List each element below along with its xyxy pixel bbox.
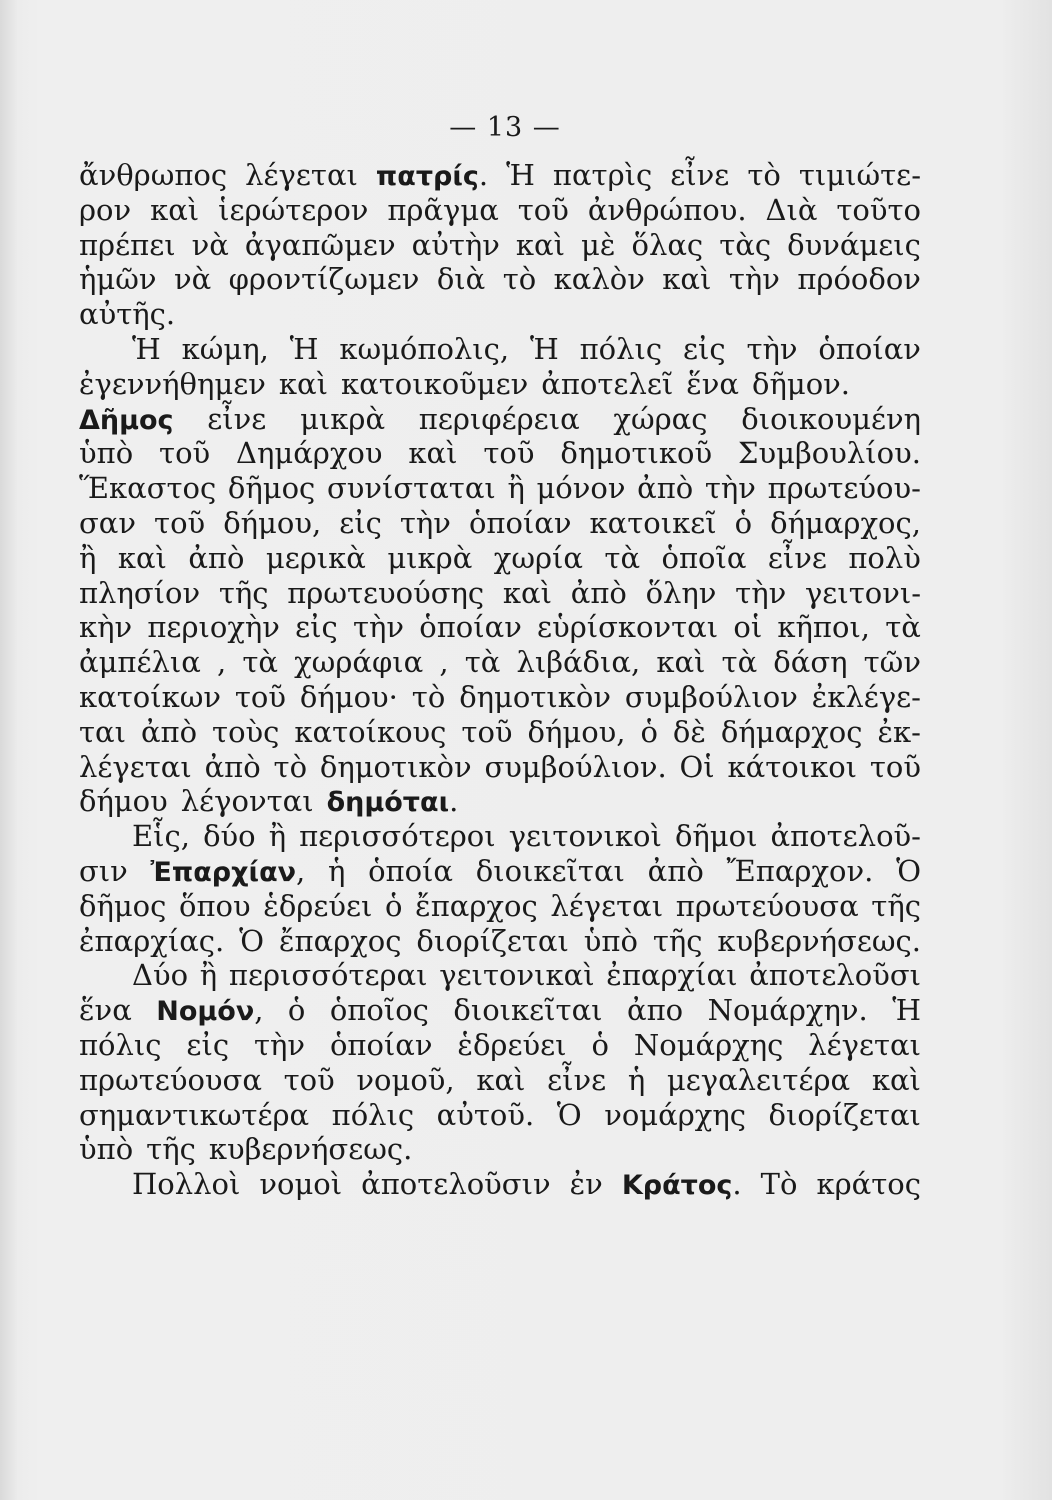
text-line <box>79 1167 921 1202</box>
word: ἐκ- <box>877 714 921 749</box>
word: εἶνε <box>670 158 730 192</box>
word: δῆμον. <box>752 366 851 401</box>
word: ἢ <box>507 471 525 506</box>
word: καὶ <box>408 436 458 471</box>
word: καλὸν <box>553 262 645 297</box>
word: δυνάμεις <box>787 227 921 262</box>
word: συμβούλιον. <box>484 749 667 784</box>
word: τῆς <box>871 888 921 923</box>
word: τὸ <box>502 262 537 297</box>
word: μικρὰ <box>300 401 386 436</box>
word: ἀπο <box>627 993 684 1028</box>
text-line <box>79 854 921 889</box>
word: ἢ <box>199 958 218 993</box>
word: ἀποτελοῦσιν <box>361 1167 551 1202</box>
word: ται <box>79 714 126 749</box>
word: λέγονται <box>180 784 314 819</box>
word: Ἡ <box>529 331 559 366</box>
word: ὁ <box>640 714 658 749</box>
word: Ὁ <box>239 923 265 958</box>
word: μικρὰ <box>387 540 473 575</box>
word: λέγεται <box>808 1027 921 1062</box>
text-line <box>79 471 921 506</box>
word: κάτοικοι <box>727 749 858 784</box>
word: μεγαλειτέρα <box>666 1062 851 1097</box>
word: κατοίκους <box>294 714 447 749</box>
body-text <box>79 158 921 1202</box>
word: τοῦ <box>234 679 287 714</box>
word: διοικεῖται <box>475 853 625 888</box>
word: πόλις <box>79 1027 162 1062</box>
word: καὶ <box>871 1062 921 1097</box>
word: χωράφια <box>294 645 424 680</box>
word: ἀπὸ <box>647 853 704 888</box>
word: Ὁ <box>556 1097 582 1132</box>
word: εἰς <box>339 505 382 540</box>
word: ρον <box>79 192 132 227</box>
word: νομοῦ, <box>356 1062 455 1097</box>
word: καὶ <box>656 645 706 680</box>
word: γειτονικαὶ <box>439 958 595 993</box>
word: λέγεται <box>550 888 664 923</box>
word: νομοὶ <box>259 1167 343 1202</box>
word: ἐγεννήθημεν <box>79 366 266 401</box>
word: καὶ <box>502 575 553 610</box>
word: πρωτεύουσα <box>79 1062 262 1097</box>
word: ἔπαρχος <box>415 888 538 923</box>
word: τὴν <box>253 1027 306 1062</box>
word: νομάρχης <box>604 1097 746 1132</box>
word: τὴν <box>746 331 798 366</box>
word: ἀποτελοῦσι <box>749 958 921 993</box>
word: Νομόν, <box>156 993 264 1028</box>
text-line <box>79 228 921 263</box>
word: γειτονι- <box>804 575 921 610</box>
text-line <box>79 436 921 471</box>
word: Ὁ <box>896 853 921 888</box>
word: κυβερνήσεως. <box>208 1132 413 1167</box>
word: Δημάρχου <box>236 436 383 471</box>
word: δήμου, <box>223 505 322 540</box>
word: ἐν <box>569 1167 603 1202</box>
word: ὅλην <box>645 575 717 610</box>
word: τοῦτο <box>836 192 921 227</box>
word: Ἡ <box>506 158 535 192</box>
word: ἀπὸ <box>204 749 261 784</box>
text-line <box>79 1063 921 1098</box>
word: κώμη, <box>181 331 269 366</box>
word: τὰ <box>721 645 758 680</box>
word: Ἔπαρχον. <box>726 853 874 888</box>
word: διορίζεται <box>768 1097 921 1132</box>
word: ἱερώτερον <box>218 192 369 227</box>
word: ἀποτελοῦ- <box>770 819 921 854</box>
word: ἀμπέλια <box>79 645 201 680</box>
word: ἢ <box>79 540 97 575</box>
word: τὰς <box>719 227 772 262</box>
word: ὁποία <box>368 853 454 888</box>
word: μὲ <box>581 227 616 262</box>
text-line <box>79 1028 921 1063</box>
word: ἀπὸ <box>188 540 245 575</box>
word: τοῦ <box>154 505 206 540</box>
word: Ἡ <box>892 993 921 1028</box>
text-line <box>79 750 921 785</box>
word: ὁποίαν <box>818 331 921 366</box>
word: ἑδρεύει <box>263 888 373 923</box>
word: κὴν <box>79 610 133 645</box>
text-line <box>79 680 921 715</box>
word: χώρας <box>613 401 708 436</box>
word: συνίσταται <box>326 471 496 506</box>
word: ἡμῶν <box>79 262 157 297</box>
word: νὰ <box>173 262 212 297</box>
word: πόλις <box>579 331 663 366</box>
word: ἄνθρωπος <box>79 158 228 192</box>
word: ὁποίαν <box>468 505 572 540</box>
word: εἰς <box>295 610 338 645</box>
word: αὐτὴν <box>411 227 500 262</box>
word: τὴν <box>735 575 787 610</box>
word: λέγεται <box>79 749 192 784</box>
word: Ἐπαρχίαν, <box>150 853 306 888</box>
word: ὅλας <box>631 227 704 262</box>
word: ἀπὸ <box>140 714 198 749</box>
bold-term: δημόται <box>326 787 450 819</box>
word: ἀπὸ <box>570 575 627 610</box>
word: οἱ <box>733 610 763 645</box>
text-line <box>79 576 921 611</box>
text-line <box>79 819 921 854</box>
word: πρόοδον <box>797 262 921 297</box>
word: ὁποίαν <box>329 1027 433 1062</box>
word: Ἡ <box>132 331 161 366</box>
word: τὰ <box>604 540 641 575</box>
bold-term: Κράτος <box>621 1170 733 1202</box>
word: ἀγαπῶμεν <box>244 227 396 262</box>
word: δημοτικὸν <box>319 749 472 784</box>
text-line <box>79 784 921 819</box>
word: χωρία <box>493 540 583 575</box>
word: καὶ <box>117 540 167 575</box>
text-line <box>79 1132 921 1167</box>
text-line <box>79 332 921 367</box>
word: Κράτος. <box>621 1167 742 1202</box>
word: ἡ <box>327 853 346 888</box>
word: ὑπὸ <box>79 436 134 471</box>
word: αὐτῆς. <box>79 297 176 332</box>
word: Εἷς, <box>132 819 190 854</box>
text-line <box>79 506 921 541</box>
word: τὰ <box>464 645 501 680</box>
word: τὰ <box>242 645 278 680</box>
word: τὸ <box>411 679 446 714</box>
word: αὐτοῦ. <box>436 1097 535 1132</box>
word: ὁ <box>734 505 753 540</box>
word: Οἱ <box>679 749 715 784</box>
text-line <box>79 889 921 924</box>
word: ὅπου <box>179 888 251 923</box>
bold-term: Ἐπαρχίαν <box>150 856 297 888</box>
text-line <box>79 367 921 402</box>
word: ἕνα <box>79 993 132 1028</box>
word: τῆς <box>652 923 703 958</box>
word: πλησίον <box>79 575 201 610</box>
word: κατοικοῦμεν <box>340 366 529 401</box>
text-line <box>79 1098 921 1133</box>
word: κυβερνήσεως. <box>717 923 921 958</box>
word: τοὺς <box>212 714 280 749</box>
text-line <box>79 158 921 193</box>
word: διορίζεται <box>416 923 569 958</box>
word: ὁποῖος <box>329 993 429 1028</box>
word: ἑδρεύει <box>457 1027 567 1062</box>
word: ὁ <box>385 888 403 923</box>
word: τὴν <box>399 505 451 540</box>
word: τοῦ <box>461 714 513 749</box>
word: εὑρίσκονται <box>537 610 719 645</box>
word: , <box>216 645 227 680</box>
word: τοῦ <box>159 436 211 471</box>
word: σαν <box>79 505 137 540</box>
word: δῆμοι <box>674 819 758 854</box>
word: πολὺ <box>848 540 921 575</box>
word: ἐπαρχίας. <box>79 923 225 958</box>
word: Συμβουλίου. <box>738 436 921 471</box>
word: τὴν <box>728 262 780 297</box>
word: καὶ <box>515 227 566 262</box>
word: καὶ <box>150 192 200 227</box>
word: δὲ <box>672 714 706 749</box>
word: καὶ <box>476 1062 526 1097</box>
word: ὁ <box>287 993 306 1028</box>
text-line <box>79 541 921 576</box>
word: τὴν <box>704 471 756 506</box>
text-line <box>79 193 921 228</box>
page-number: — 13 — <box>449 112 561 143</box>
word: συμβούλιον <box>624 679 798 714</box>
word: δήμου, <box>527 714 626 749</box>
word: γειτονικοὶ <box>508 819 662 854</box>
word: Νομάρχης <box>633 1027 784 1062</box>
word: μόνον <box>536 471 626 506</box>
word: ἔπαρχος <box>278 923 402 958</box>
word: λιβάδια, <box>516 645 641 680</box>
word: ἢ <box>268 819 287 854</box>
word: ἡ <box>627 1062 646 1097</box>
word: τῆς <box>146 1132 196 1167</box>
word: Διὰ <box>765 192 818 227</box>
word: περιφέρεια <box>418 401 580 436</box>
word: κατοικεῖ <box>589 505 717 540</box>
word: καὶ <box>662 262 712 297</box>
word: εἰς <box>186 1027 230 1062</box>
word: διοικεῖται <box>453 993 603 1028</box>
word: τοῦ <box>869 749 921 784</box>
word: πόλις <box>331 1097 415 1132</box>
word: νὰ <box>191 227 229 262</box>
word: εἶνε <box>547 1062 607 1097</box>
word: τὰ <box>885 610 921 645</box>
word: ὁποίαν <box>419 610 522 645</box>
word: τοῦ <box>483 436 535 471</box>
text-line <box>79 402 921 437</box>
word: εἰς <box>682 331 726 366</box>
word: μερικὰ <box>265 540 366 575</box>
word: τῶν <box>863 645 921 680</box>
word: δήμου <box>79 784 168 819</box>
word: εἶνε <box>207 401 267 436</box>
word: δημοτικὸν <box>459 679 611 714</box>
word: εἶνε <box>767 540 827 575</box>
word: ὑπὸ <box>583 923 638 958</box>
word: δῆμος <box>227 471 316 506</box>
word: σημαντικωτέρα <box>79 1097 310 1132</box>
text-line <box>79 297 921 332</box>
text-line <box>79 645 921 680</box>
word: ἐπαρχίαι <box>606 958 738 993</box>
word: κῆποι, <box>777 610 871 645</box>
word: δημόται. <box>326 784 459 819</box>
word: περιοχὴν <box>147 610 280 645</box>
word: δήμαρχος <box>720 714 863 749</box>
word: πατρίς. <box>375 158 489 192</box>
word: ὁποῖα <box>661 540 747 575</box>
word: πρέπει <box>79 227 176 262</box>
word: Ἡ <box>289 331 319 366</box>
word: πρωτεύου- <box>767 471 921 506</box>
word: πρᾶγμα <box>387 192 499 227</box>
word: λέγεται <box>245 158 358 192</box>
word: κράτος <box>816 1167 921 1202</box>
text-line <box>79 610 921 645</box>
word: περισσότεροι <box>299 819 496 854</box>
word: ἐκλέγε- <box>811 679 921 714</box>
word: τὸ <box>273 749 308 784</box>
bold-term: Δῆμος <box>79 404 174 436</box>
word: Ἕκαστος <box>79 471 217 506</box>
word: δάση <box>773 645 848 680</box>
word: Δύο <box>132 958 189 993</box>
word: ἕνα <box>686 366 740 401</box>
word: δημοτικοῦ <box>560 436 713 471</box>
word: κατοίκων <box>79 679 221 714</box>
word: δήμαρχος, <box>770 505 921 540</box>
word: σιν <box>79 853 128 888</box>
word: ἀποτελεῖ <box>541 366 674 401</box>
text-line <box>79 958 921 993</box>
word <box>79 402 174 437</box>
word: δήμου· <box>299 679 398 714</box>
word: πρωτευούσης <box>287 575 485 610</box>
word: τὸ <box>747 158 781 192</box>
word: ὑπὸ <box>79 1132 134 1167</box>
word: καὶ <box>278 366 328 401</box>
text-line <box>79 993 921 1028</box>
text-line <box>79 262 921 297</box>
word: περισσότεραι <box>228 958 428 993</box>
word: δῆμος <box>79 888 167 923</box>
word: ἀνθρώπου. <box>587 192 747 227</box>
word: τιμιώτε- <box>798 158 921 192</box>
word: ἀπὸ <box>637 471 694 506</box>
bold-term: Νομόν <box>156 996 255 1028</box>
word: τὴν <box>352 610 405 645</box>
word: , <box>439 645 449 680</box>
word: διὰ <box>436 262 486 297</box>
text-line <box>79 924 921 959</box>
word: Τὸ <box>760 1167 798 1202</box>
word: τοῦ <box>517 192 569 227</box>
word: Νομάρχην. <box>707 993 868 1028</box>
bold-term: πατρίς <box>375 161 479 192</box>
word: πατρὶς <box>552 158 653 192</box>
word: ὁ <box>591 1027 609 1062</box>
word: δύο <box>203 819 256 854</box>
text-line <box>79 715 921 750</box>
word: διοικουμένη <box>741 401 921 436</box>
word: φροντίζωμεν <box>228 262 420 297</box>
word: τοῦ <box>283 1062 335 1097</box>
word: πρωτεύουσα <box>675 888 859 923</box>
word: τῆς <box>218 575 269 610</box>
word: Πολλοὶ <box>132 1167 241 1202</box>
word: κωμόπολις, <box>339 331 510 366</box>
